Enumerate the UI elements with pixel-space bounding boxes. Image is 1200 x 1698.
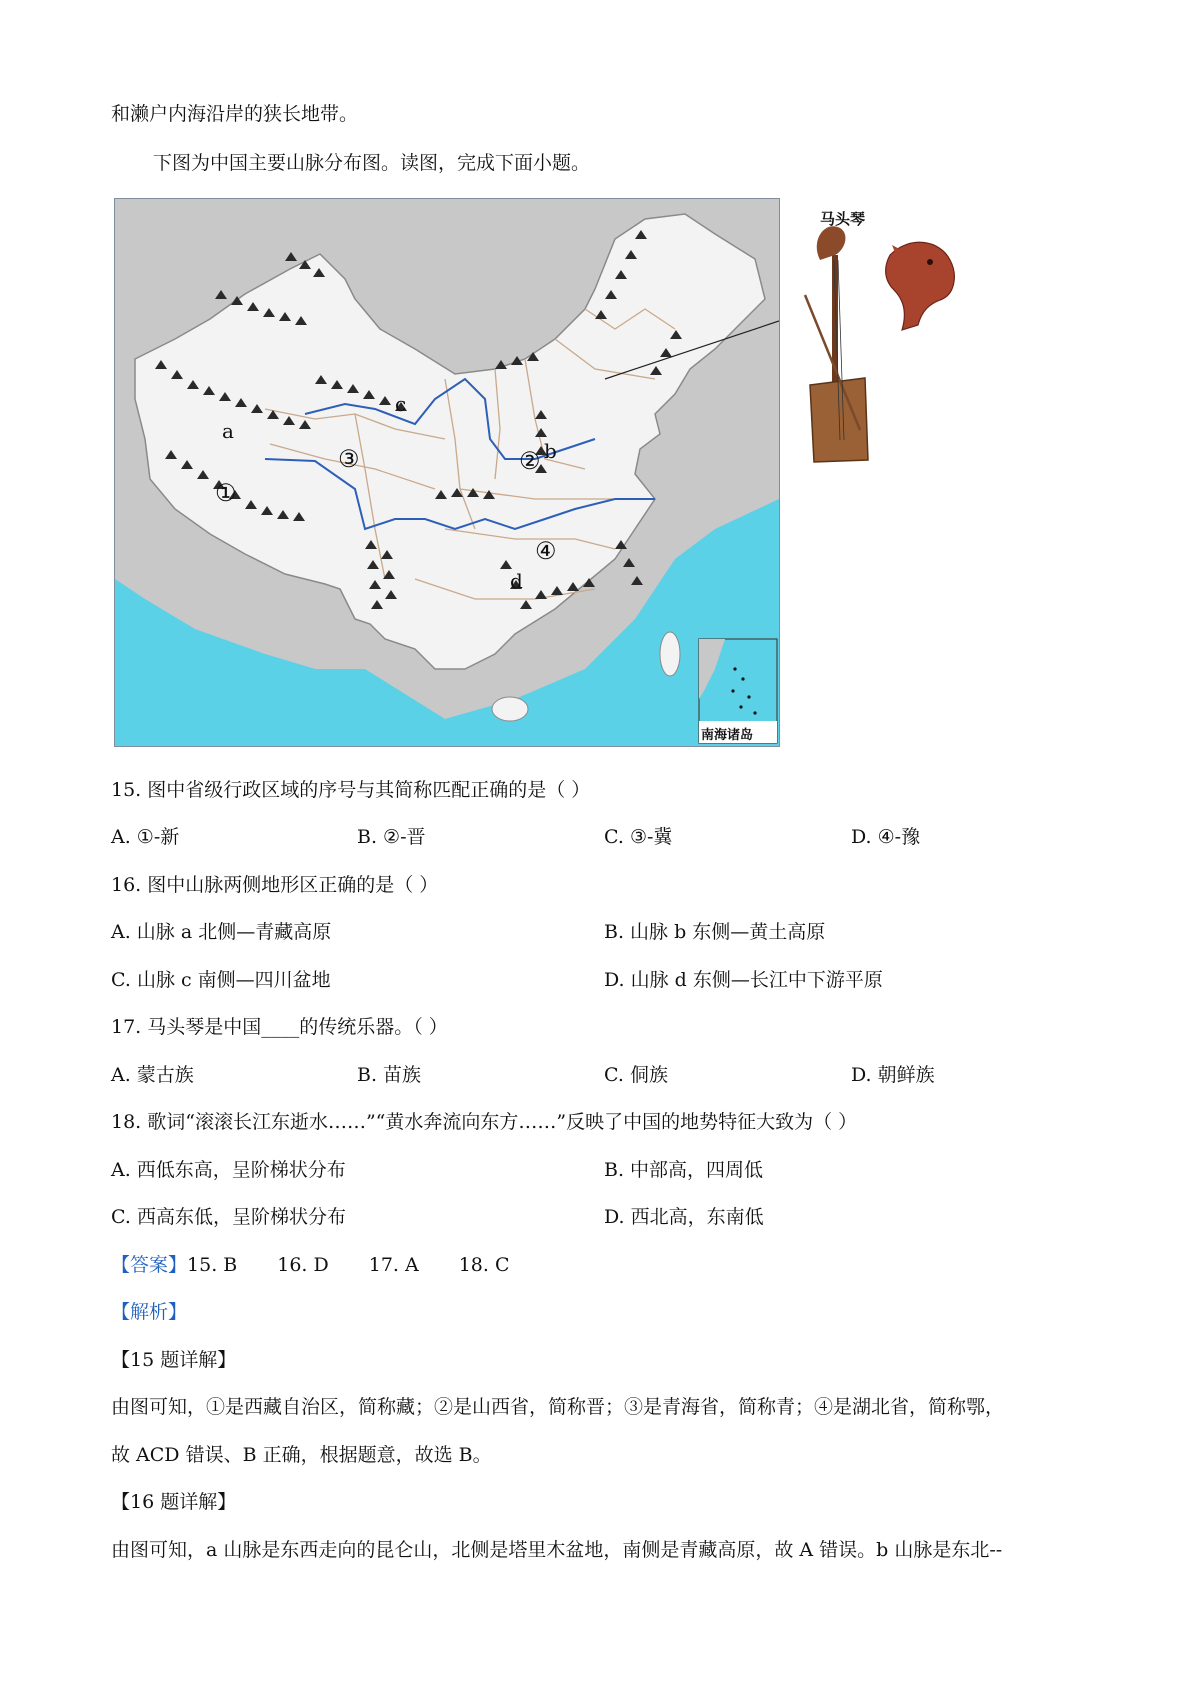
instrument-title: 马头琴	[820, 210, 866, 228]
map-label-a: a	[222, 419, 234, 443]
q15-stem: 15. 图中省级行政区域的序号与其简称匹配正确的是（ ）	[111, 779, 591, 801]
horse-head-fiddle-icon	[790, 200, 970, 480]
q17-option-d: D. 朝鲜族	[851, 1064, 935, 1086]
intro-line-1: 和濑户内海沿岸的狭长地带。	[111, 103, 359, 125]
answer-tag: 【答案】	[111, 1254, 188, 1276]
map-label-b: b	[544, 439, 557, 463]
q18-option-c: C. 西高东低，呈阶梯状分布	[111, 1206, 346, 1228]
q16-detail-line-1: 由图可知，a 山脉是东西走向的昆仑山，北侧是塔里木盆地，南侧是青藏高原，故 A 错误。b 山脉是东北--	[111, 1539, 1003, 1561]
q16-detail-title: 【16 题详解】	[111, 1491, 237, 1513]
q15-detail-title: 【15 题详解】	[111, 1349, 237, 1371]
q17-option-a: A. 蒙古族	[111, 1064, 194, 1086]
map-label-2: ②	[519, 447, 541, 475]
map-label-c: c	[395, 392, 407, 416]
answer-17: 17. A	[368, 1254, 419, 1276]
q15-option-b: B. ②-晋	[357, 826, 426, 848]
intro-line-2: 下图为中国主要山脉分布图。读图，完成下面小题。	[153, 152, 591, 174]
q18-option-a: A. 西低东高，呈阶梯状分布	[111, 1159, 346, 1181]
answer-15: 15. B	[187, 1254, 238, 1276]
q16-option-c: C. 山脉 c 南侧—四川盆地	[111, 969, 331, 991]
answer-16: 16. D	[277, 1254, 329, 1276]
answer-18: 18. C	[458, 1254, 510, 1276]
map-label-3: ③	[338, 445, 360, 473]
q16-option-b: B. 山脉 b 东侧—黄土高原	[604, 921, 826, 943]
q17-option-b: B. 苗族	[357, 1064, 422, 1086]
morin-khuur-illustration	[790, 200, 970, 480]
map-label-d: d	[510, 569, 523, 593]
q17-option-c: C. 侗族	[604, 1064, 668, 1086]
q18-option-d: D. 西北高，东南低	[604, 1206, 764, 1228]
analysis-tag: 【解析】	[111, 1301, 188, 1323]
q18-stem: 18. 歌词“滚滚长江东逝水……”“黄水奔流向东方……”反映了中国的地势特征大致为（ ）	[111, 1111, 858, 1133]
inset-label: 南海诸岛	[701, 728, 754, 743]
answer-line	[111, 1251, 510, 1279]
map-label-4: ④	[535, 537, 557, 565]
q15-option-d: D. ④-豫	[851, 826, 921, 848]
q15-option-a: A. ①-新	[111, 826, 180, 848]
q18-option-b: B. 中部高，四周低	[604, 1159, 764, 1181]
map-label-1: ①	[215, 479, 237, 507]
q16-stem: 16. 图中山脉两侧地形区正确的是（ ）	[111, 874, 439, 896]
china-mountain-map	[114, 198, 780, 747]
q15-detail-line-1: 由图可知，①是西藏自治区，简称藏；②是山西省，简称晋；③是青海省，简称青；④是湖北省，简称鄂，	[111, 1396, 1005, 1418]
q17-stem: 17. 马头琴是中国____的传统乐器。（ ）	[111, 1016, 448, 1038]
q16-option-d: D. 山脉 d 东侧—长江中下游平原	[604, 969, 883, 991]
q16-option-a: A. 山脉 a 北侧—青藏高原	[111, 921, 332, 943]
q15-option-c: C. ③-冀	[604, 826, 673, 848]
q15-detail-line-2: 故 ACD 错误、B 正确，根据题意，故选 B。	[111, 1444, 492, 1466]
